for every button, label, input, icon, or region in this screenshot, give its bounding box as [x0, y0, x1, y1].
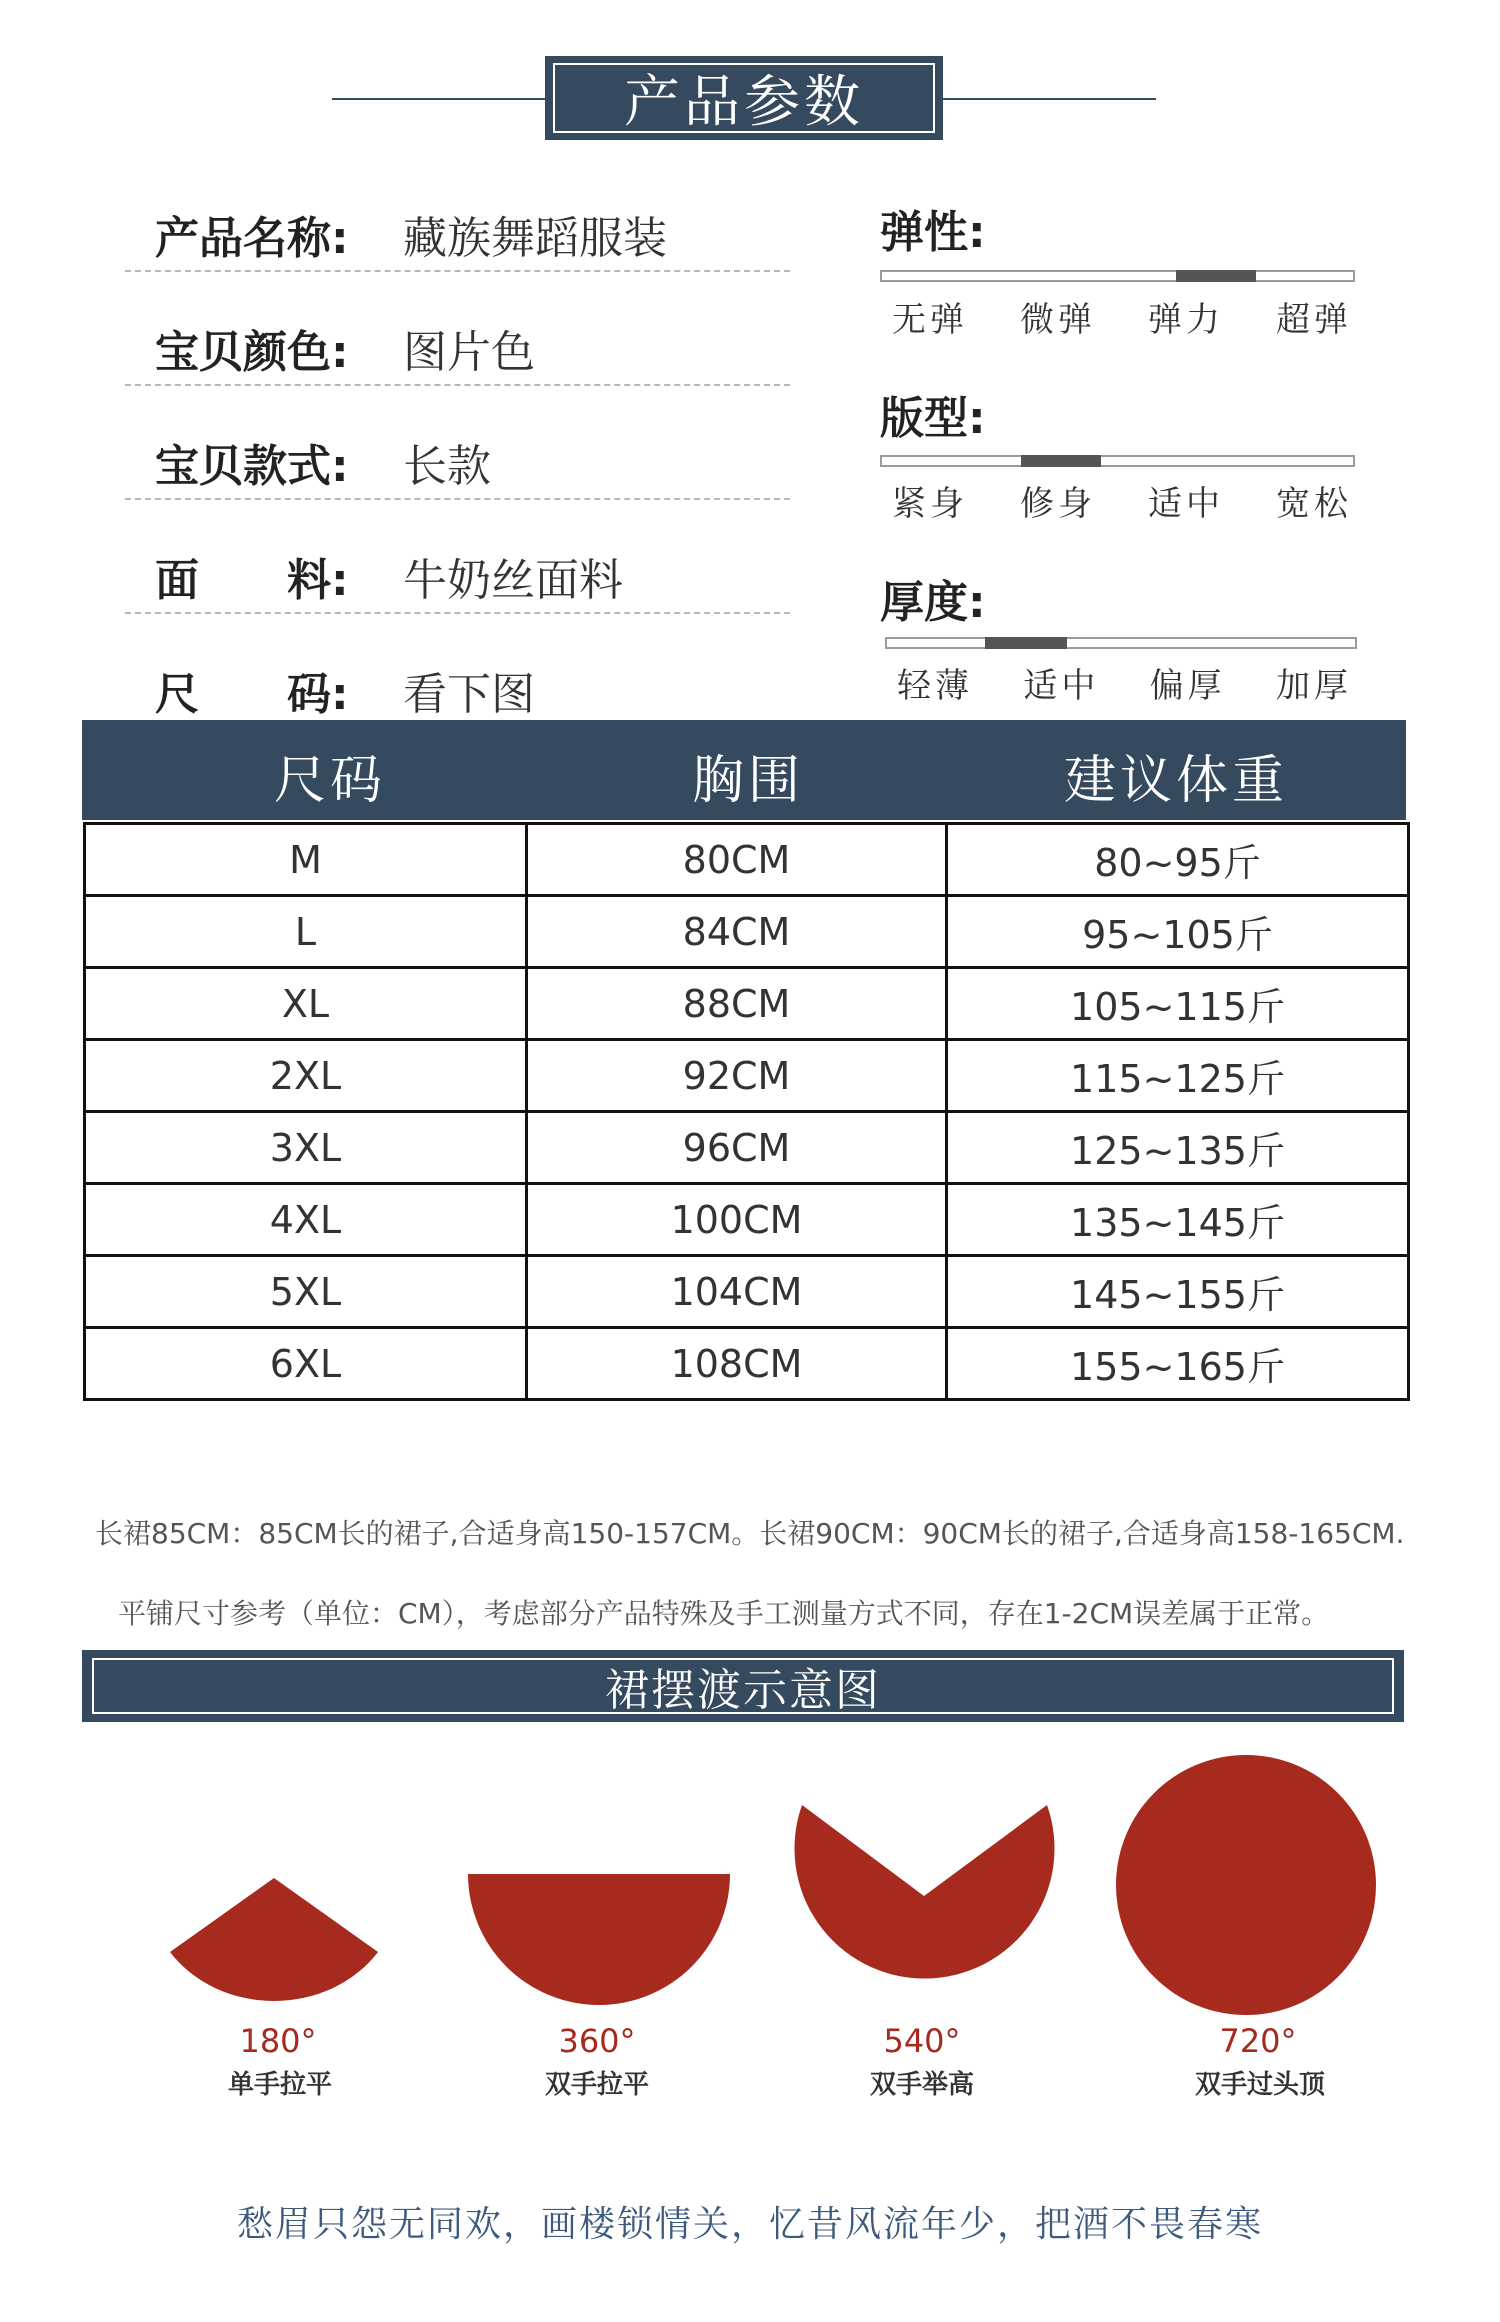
- fit-scale-bar: [880, 455, 1355, 467]
- elasticity-scale-bar: [880, 270, 1355, 282]
- info-row-fabric: [125, 524, 790, 614]
- info-label: 宝贝颜色:: [155, 327, 349, 378]
- poem-line: 愁眉只怨无同欢，画楼锁情关，忆昔风流年少，把酒不畏春寒: [236, 2204, 1263, 2245]
- table-row: [85, 896, 1409, 968]
- skirt-180-shape: [170, 1878, 378, 2001]
- info-label: 面 料:: [155, 555, 349, 606]
- cell-size: XL: [85, 968, 527, 1040]
- cell-chest: 80CM: [527, 824, 947, 896]
- info-value: 看下图: [403, 669, 535, 720]
- page-title-banner: [545, 56, 943, 140]
- fit-options: [892, 476, 1352, 525]
- cell-size: L: [85, 896, 527, 968]
- scale-option: 偏厚: [1149, 666, 1226, 706]
- info-label: 尺 码:: [155, 669, 349, 720]
- header-chest: 胸围: [692, 751, 805, 811]
- scale-title-thickness: 厚度:: [880, 577, 986, 628]
- cell-size: M: [85, 824, 527, 896]
- cell-weight: 125~135斤: [947, 1112, 1409, 1184]
- scale-option: 轻薄: [897, 666, 973, 706]
- cell-weight: 115~125斤: [947, 1040, 1409, 1112]
- thickness-scale-fill: [985, 637, 1067, 649]
- info-value: 图片色: [403, 327, 535, 378]
- title-line-left: [332, 98, 546, 100]
- table-row: [85, 1040, 1409, 1112]
- skirt-section-banner: [82, 1650, 1404, 1722]
- note-measurement: 平铺尺寸参考（单位：CM），考虑部分产品特殊及手工测量方式不同，存在1-2CM误差属于正常。: [118, 1597, 1330, 1630]
- scale-option: 紧身: [892, 484, 968, 524]
- note-length: 长裙85CM：85CM长的裙子,合适身高150-157CM。长裙90CM：90CM长的裙子,合适身高158-165CM.: [95, 1517, 1405, 1550]
- scale-option: 修身: [1020, 484, 1096, 524]
- skirt-diagrams: [0, 1740, 1500, 2040]
- cell-weight: 155~165斤: [947, 1328, 1409, 1400]
- cell-weight: 145~155斤: [947, 1256, 1409, 1328]
- info-row-name: [125, 182, 790, 272]
- scale-option: 适中: [1023, 666, 1100, 706]
- scale-option: 超弹: [1276, 300, 1352, 340]
- cell-chest: 100CM: [527, 1184, 947, 1256]
- table-row: [85, 1328, 1409, 1400]
- degree-720: 720°: [1219, 2022, 1297, 2060]
- degree-360: 360°: [558, 2022, 636, 2060]
- table-row: [85, 1112, 1409, 1184]
- thickness-scale-bar: [885, 637, 1357, 649]
- dashed-divider: [125, 612, 790, 614]
- elasticity-scale-fill: [1176, 270, 1256, 282]
- cell-weight: 105~115斤: [947, 968, 1409, 1040]
- table-row: [85, 1256, 1409, 1328]
- info-row-color: [125, 296, 790, 386]
- elasticity-options: [892, 292, 1352, 341]
- page-title: 产品参数: [553, 63, 935, 133]
- info-label: 产品名称:: [155, 213, 349, 264]
- scale-option: 宽松: [1276, 484, 1352, 524]
- scale-option: 弹力: [1148, 300, 1224, 340]
- dashed-divider: [125, 498, 790, 500]
- cell-chest: 84CM: [527, 896, 947, 968]
- cell-chest: 108CM: [527, 1328, 947, 1400]
- cell-size: 2XL: [85, 1040, 527, 1112]
- scale-option: 适中: [1148, 484, 1224, 524]
- cell-weight: 95~105斤: [947, 896, 1409, 968]
- info-value: 藏族舞蹈服装: [403, 213, 667, 264]
- skirt-360-shape: [468, 1874, 730, 2005]
- cell-size: 3XL: [85, 1112, 527, 1184]
- degree-180: 180°: [239, 2022, 317, 2060]
- scale-title-elasticity: 弹性:: [880, 207, 986, 258]
- cell-chest: 96CM: [527, 1112, 947, 1184]
- skirt-540-shape: [795, 1805, 1055, 1979]
- label-360: 双手拉平: [544, 2070, 649, 2100]
- scale-option: 微弹: [1020, 300, 1096, 340]
- scale-option: 无弹: [892, 300, 968, 340]
- scale-title-fit: 版型:: [880, 393, 986, 444]
- cell-size: 6XL: [85, 1328, 527, 1400]
- skirt-720-shape: [1116, 1755, 1376, 2015]
- label-180: 单手拉平: [227, 2070, 332, 2100]
- cell-chest: 88CM: [527, 968, 947, 1040]
- header-size: 尺码: [274, 751, 387, 811]
- info-label: 宝贝款式:: [155, 441, 349, 492]
- thickness-options: [897, 658, 1352, 707]
- info-row-style: [125, 410, 790, 500]
- header-weight: 建议体重: [1064, 751, 1289, 811]
- label-540: 双手举高: [869, 2070, 974, 2100]
- skirt-section-title: 裙摆渡示意图: [92, 1658, 1394, 1714]
- table-row: [85, 1184, 1409, 1256]
- cell-size: 4XL: [85, 1184, 527, 1256]
- title-line-right: [942, 98, 1156, 100]
- scale-option: 加厚: [1275, 666, 1352, 706]
- dashed-divider: [125, 384, 790, 386]
- cell-weight: 80~95斤: [947, 824, 1409, 896]
- size-table-header: [82, 720, 1406, 820]
- cell-chest: 104CM: [527, 1256, 947, 1328]
- cell-size: 5XL: [85, 1256, 527, 1328]
- cell-weight: 135~145斤: [947, 1184, 1409, 1256]
- info-value: 牛奶丝面料: [403, 555, 623, 606]
- label-720: 双手过头顶: [1194, 2070, 1325, 2100]
- info-row-size: [125, 638, 790, 718]
- table-row: [85, 824, 1409, 896]
- cell-chest: 92CM: [527, 1040, 947, 1112]
- dashed-divider: [125, 270, 790, 272]
- table-row: [85, 968, 1409, 1040]
- degree-540: 540°: [883, 2022, 961, 2060]
- info-value: 长款: [403, 441, 491, 492]
- fit-scale-fill: [1021, 455, 1101, 467]
- size-table: [83, 822, 1410, 1401]
